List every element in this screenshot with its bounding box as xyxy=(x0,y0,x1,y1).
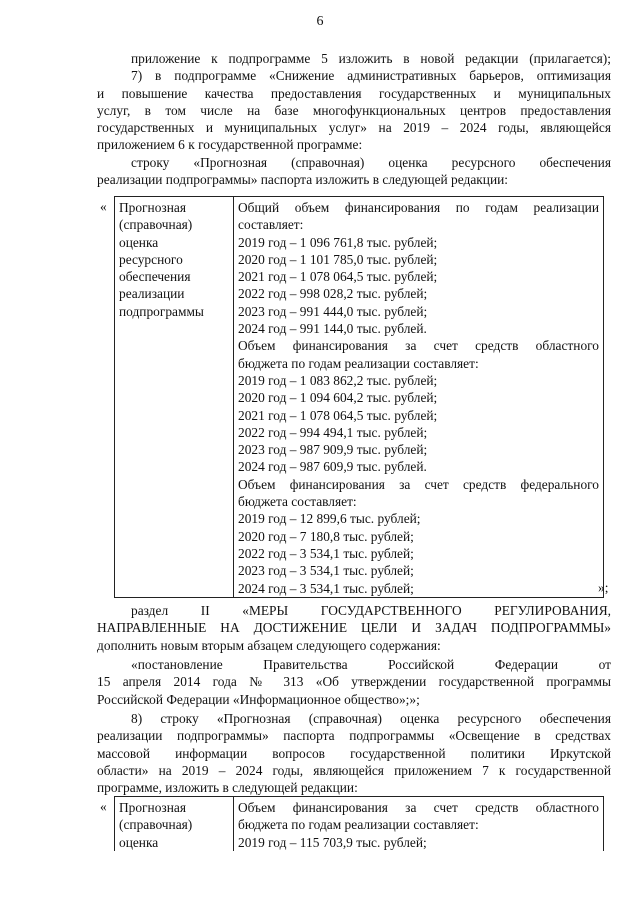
cell-value-line: 2020 год – 1 101 785,0 тыс. рублей; xyxy=(238,251,438,267)
cell-value-line: 2024 год – 3 534,1 тыс. рублей; xyxy=(238,580,414,596)
cell-label-line: обеспечения xyxy=(119,269,191,285)
cell-value-line: Объем финансирования за счет средств областного xyxy=(238,800,599,815)
item7-line: приложением 6 к государственной программе: xyxy=(97,137,363,153)
section-line3: дополнить новым вторым абзацем следующего содержания: xyxy=(97,637,441,653)
cell-value-line: 2022 год – 994 494,1 тыс. рублей; xyxy=(238,424,428,440)
cell-value-line: 2024 год – 991 144,0 тыс. рублей. xyxy=(238,321,427,337)
cell-value-line: бюджета составляет: xyxy=(238,494,357,510)
table2 xyxy=(114,796,604,851)
cell-value-line: 2024 год – 987 609,9 тыс. рублей. xyxy=(238,459,427,475)
quote-paragraph-line: «постановление Правительства Российской Федерации от xyxy=(131,657,611,672)
table1-close-quote: »; xyxy=(598,580,609,595)
table2-open-quote: « xyxy=(100,799,107,814)
quote-paragraph-line: Российской Федерации «Информационное общество»;»; xyxy=(97,691,420,707)
table1-open-quote: « xyxy=(100,199,107,214)
cell-value-line: бюджета по годам реализации составляет: xyxy=(238,817,479,833)
cell-value-line: 2023 год – 3 534,1 тыс. рублей; xyxy=(238,563,414,579)
item8-line: программе, изложить в следующей редакции: xyxy=(97,780,358,796)
table1-left-cell xyxy=(115,197,234,598)
table1 xyxy=(114,196,604,598)
table2-left-cell xyxy=(115,797,234,851)
intro-block xyxy=(97,50,611,188)
quote-paragraph xyxy=(97,656,611,708)
cell-label-line: оценка xyxy=(119,834,159,850)
cell-value-line: 2021 год – 1 078 064,5 тыс. рублей; xyxy=(238,269,438,285)
quote-paragraph-line: 15 апреля 2014 года № 313 «Об утверждении государственной программы xyxy=(97,674,611,690)
cell-value-line: составляет: xyxy=(238,217,304,233)
cell-value-line: 2020 год – 1 094 604,2 тыс. рублей; xyxy=(238,390,438,406)
table2-right-cell xyxy=(234,797,604,851)
cell-value-line: Объем финансирования за счет средств федерального xyxy=(238,476,599,492)
section-line2: НАПРАВЛЕННЫЕ НА ДОСТИЖЕНИЕ ЦЕЛИ И ЗАДАЧ ПОДПРОГРАММЫ» xyxy=(97,620,611,636)
cell-value-line: Общий объем финансирования по годам реализации xyxy=(238,200,599,215)
cell-value-line: 2019 год – 12 899,6 тыс. рублей; xyxy=(238,511,421,527)
item7-line: услуг, в том числе на базе многофункциональных центров предоставления xyxy=(97,102,611,118)
page-number: 6 xyxy=(316,14,324,29)
item8-line: массовой информации вопросов государственной политики Иркутской xyxy=(97,745,611,761)
table1-right-cell xyxy=(234,197,604,598)
cell-value-line: 2021 год – 1 078 064,5 тыс. рублей; xyxy=(238,407,438,423)
item7-line: 7) в подпрограмме «Снижение административных барьеров, оптимизация xyxy=(131,68,611,84)
cell-value-line: 2023 год – 991 444,0 тыс. рублей; xyxy=(238,303,428,319)
item7-paragraph xyxy=(97,67,611,153)
intro-line: приложение к подпрограмме 5 изложить в новой редакции (прилагается); xyxy=(131,51,611,66)
cell-value-line: 2022 год – 998 028,2 тыс. рублей; xyxy=(238,286,428,302)
item8-line: реализации подпрограммы» паспорта подпрограммы «Освещение в средствах xyxy=(97,728,611,744)
cell-label-line: Прогнозная xyxy=(119,200,186,215)
section-line1: раздел II «МЕРЫ ГОСУДАРСТВЕННОГО РЕГУЛИРОВАНИЯ, xyxy=(131,603,611,618)
item8-line: области» на 2019 – 2024 годы, являющейся приложением 7 к государственной xyxy=(97,762,611,778)
cell-label-line: (справочная) xyxy=(119,817,193,833)
cell-label-line: оценка xyxy=(119,234,159,250)
cell-label-line: (справочная) xyxy=(119,217,193,233)
cell-value-line: 2019 год – 1 096 761,8 тыс. рублей; xyxy=(238,234,438,250)
instruction-line: реализации подпрограммы» паспорта изложить в следующей редакции: xyxy=(97,172,509,188)
cell-label-line: подпрограммы xyxy=(119,303,204,319)
instruction-paragraph xyxy=(97,154,611,189)
cell-value-line: 2022 год – 3 534,1 тыс. рублей; xyxy=(238,545,414,561)
cell-label-line: ресурсного xyxy=(119,251,183,267)
cell-label-line: Прогнозная xyxy=(119,800,186,815)
item8-paragraph xyxy=(97,710,611,796)
item8-line: 8) строку «Прогнозная (справочная) оценка ресурсного обеспечения xyxy=(131,711,611,726)
cell-value-line: 2020 год – 7 180,8 тыс. рублей; xyxy=(238,528,414,544)
section-block xyxy=(97,602,611,654)
item7-line: и повышение качества предоставления государственных и муниципальных xyxy=(97,85,611,101)
cell-value-line: бюджета по годам реализации составляет: xyxy=(238,355,479,371)
item7-line: государственных и муниципальных услуг» на 2019 – 2024 годы, являющейся xyxy=(97,120,611,136)
instruction-line: строку «Прогнозная (справочная) оценка ресурсного обеспечения xyxy=(131,154,611,170)
cell-value-line: Объем финансирования за счет средств областного xyxy=(238,338,599,354)
cell-value-line: 2019 год – 115 703,9 тыс. рублей; xyxy=(238,834,427,850)
cell-value-line: 2019 год – 1 083 862,2 тыс. рублей; xyxy=(238,372,438,388)
cell-value-line: 2023 год – 987 909,9 тыс. рублей; xyxy=(238,442,428,458)
cell-label-line: реализации xyxy=(119,286,185,302)
